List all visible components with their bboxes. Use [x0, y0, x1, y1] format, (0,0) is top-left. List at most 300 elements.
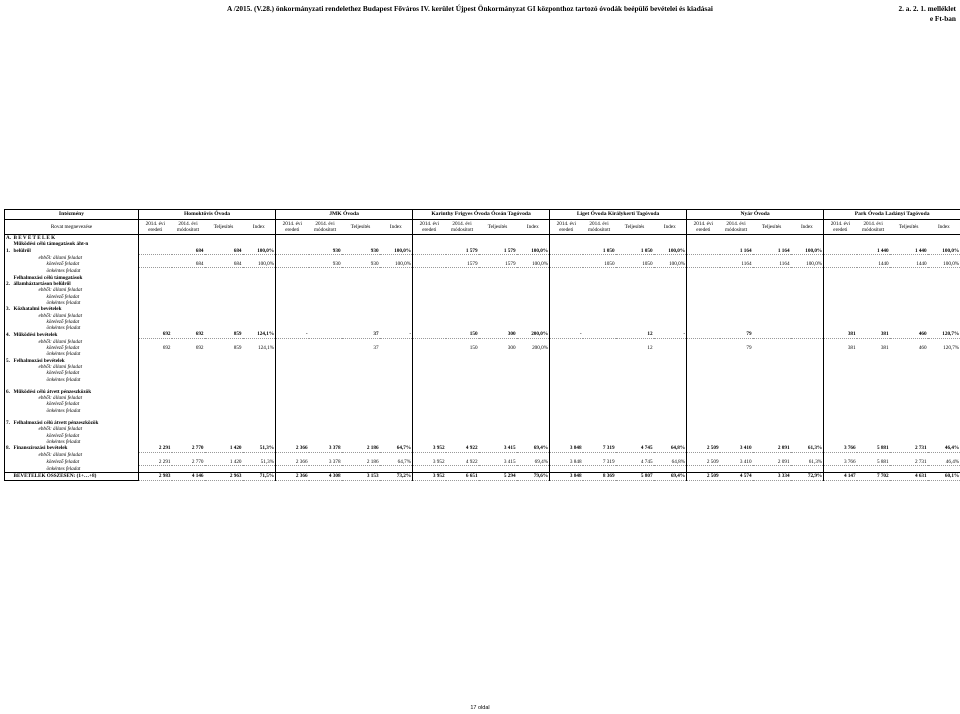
column-header: 2014. évi módosított — [720, 220, 753, 235]
value-cell — [446, 452, 479, 459]
row-label: önkéntes feladat — [46, 438, 81, 445]
value-cell: 1440 — [890, 261, 928, 268]
row-label: kötelező feladat — [46, 401, 80, 408]
value-cell: 46,4% — [928, 445, 960, 452]
value-cell: 4 922 — [446, 459, 479, 466]
value-cell — [205, 338, 243, 345]
value-cell — [824, 261, 857, 268]
value-cell: - — [550, 331, 583, 338]
row-label: önkéntes feladat — [46, 299, 81, 306]
value-cell: 692 — [139, 331, 172, 338]
annex-reference — [898, 4, 956, 24]
value-cell: 1164 — [720, 261, 753, 268]
row-number: 2. — [5, 281, 13, 287]
value-cell: 100,0% — [517, 248, 550, 255]
value-cell — [517, 452, 550, 459]
table-row — [5, 331, 960, 338]
column-header: Teljesítés — [342, 220, 380, 235]
value-cell — [583, 466, 616, 473]
row-label: Működési célú átvett pénzeszközök — [13, 388, 92, 395]
value-cell: 2 366 — [276, 473, 309, 480]
value-cell — [616, 254, 654, 261]
page-number: 17 oldal — [470, 705, 490, 711]
value-cell: 69,4% — [517, 459, 550, 466]
value-cell: 684 — [172, 248, 205, 255]
value-cell — [380, 452, 413, 459]
value-cell: 2 963 — [205, 473, 243, 480]
value-cell: 200,0% — [532, 345, 549, 352]
value-cell: 2 091 — [753, 459, 791, 466]
value-cell: 79 — [720, 331, 753, 338]
row-label: belülről — [13, 247, 31, 254]
value-cell — [550, 254, 583, 261]
value-cell: 1440 — [857, 261, 890, 268]
row-label: kötelező feladat — [46, 459, 80, 466]
value-cell: 61,3% — [791, 459, 824, 466]
value-cell — [309, 331, 342, 338]
row-label: államháztartáson belülről — [13, 281, 71, 288]
row-number: 6. — [5, 389, 13, 395]
institution-name: Karinthy Frigyes Óvoda Óceán Tagóvoda — [413, 210, 550, 220]
value-cell: 72,9% — [791, 473, 824, 480]
value-cell: 120,7% — [928, 331, 960, 338]
value-cell — [687, 338, 720, 345]
value-cell — [583, 268, 616, 275]
value-cell — [139, 254, 172, 261]
row-number: 8. — [5, 445, 13, 452]
value-cell: 692 — [139, 345, 172, 351]
value-cell — [276, 466, 309, 473]
row-label: BEVÉTELEK ÖSSZESEN: (1+…+8) — [13, 473, 139, 480]
value-cell — [890, 254, 928, 261]
value-cell — [824, 235, 857, 242]
value-cell: 100,0% — [380, 248, 413, 255]
table-row — [5, 254, 960, 261]
value-cell — [720, 268, 753, 275]
value-cell: 37 — [342, 331, 380, 338]
value-cell: 79,6% — [517, 473, 550, 480]
value-cell — [791, 466, 824, 473]
value-cell — [139, 235, 172, 242]
value-cell: 37 — [373, 345, 379, 352]
value-cell: 8 369 — [583, 473, 616, 480]
value-cell — [205, 254, 243, 261]
value-cell — [413, 235, 446, 242]
value-cell — [753, 466, 791, 473]
value-cell: 2 186 — [342, 445, 380, 452]
table-body — [5, 210, 960, 481]
value-cell: 3 415 — [479, 459, 517, 466]
institution-name: Park Óvoda Ladányi Tagóvoda — [824, 210, 960, 220]
value-cell: 73,2% — [380, 473, 413, 480]
value-cell — [928, 452, 960, 459]
value-cell — [824, 248, 857, 255]
value-cell: 79 — [746, 345, 752, 352]
value-cell — [309, 254, 342, 261]
value-cell: 100,0% — [791, 248, 824, 255]
value-cell: 150 — [469, 345, 478, 352]
institution-header-row — [5, 210, 960, 220]
row-label: kötelező feladat — [46, 261, 80, 268]
value-cell — [791, 338, 824, 345]
row-number — [5, 338, 13, 345]
value-cell — [791, 452, 824, 459]
value-cell: 12 — [647, 345, 653, 352]
row-label: kötelező feladat — [46, 293, 80, 300]
value-cell: 3 952 — [413, 445, 446, 452]
value-cell — [342, 268, 380, 275]
value-cell: 3 153 — [342, 473, 380, 480]
value-cell: 3 415 — [479, 445, 517, 452]
intezmeny-label: Intézmény — [5, 210, 139, 220]
row-label: önkéntes feladat — [46, 351, 81, 358]
value-cell: 3 410 — [720, 445, 753, 452]
table-row — [5, 466, 960, 473]
value-cell: 2 770 — [172, 445, 205, 452]
value-cell: 46,4% — [928, 459, 960, 466]
value-cell: 1164 — [753, 261, 791, 268]
value-cell: 381 — [824, 331, 857, 338]
value-cell: 124,1% — [258, 345, 275, 352]
row-label: önkéntes feladat — [46, 376, 81, 383]
value-cell — [857, 452, 890, 459]
value-cell — [517, 268, 550, 275]
value-cell: 684 — [205, 248, 243, 255]
value-cell: 1 420 — [205, 445, 243, 452]
value-cell — [791, 254, 824, 261]
value-cell — [616, 268, 654, 275]
value-cell — [687, 466, 720, 473]
value-cell — [446, 338, 479, 345]
value-cell — [446, 268, 479, 275]
value-cell — [309, 235, 342, 242]
value-cell — [517, 338, 550, 345]
value-cell: 1 164 — [753, 248, 791, 255]
value-cell: 930 — [309, 261, 342, 268]
table-row — [5, 261, 960, 268]
value-cell: 930 — [342, 261, 380, 268]
value-cell — [616, 466, 654, 473]
value-cell — [413, 248, 446, 255]
value-cell — [753, 452, 791, 459]
row-label: kötelező feladat — [46, 432, 80, 439]
column-header-row — [5, 220, 960, 235]
value-cell — [479, 254, 517, 261]
column-header: 2014. évi módosított — [857, 220, 890, 235]
value-cell: 381 — [880, 345, 889, 352]
row-number — [5, 473, 13, 480]
value-cell — [517, 466, 550, 473]
value-cell: 460 — [918, 345, 927, 352]
value-cell: 1 440 — [857, 248, 890, 255]
value-cell — [687, 331, 720, 338]
value-cell: 100,0% — [928, 248, 960, 255]
revenue-table — [4, 209, 960, 481]
value-cell: 100,0% — [654, 261, 687, 268]
value-cell — [205, 452, 243, 459]
value-cell: 1 440 — [890, 248, 928, 255]
value-cell: 64,8% — [654, 459, 687, 466]
value-cell — [791, 331, 824, 338]
table-row — [5, 473, 960, 480]
column-header: Teljesítés — [890, 220, 928, 235]
value-cell — [687, 248, 720, 255]
value-cell — [413, 261, 446, 268]
value-cell: 1 579 — [479, 248, 517, 255]
value-cell — [687, 235, 720, 242]
value-cell — [753, 235, 791, 242]
row-number — [5, 268, 13, 275]
value-cell — [583, 452, 616, 459]
value-cell: 1 579 — [446, 248, 479, 255]
value-cell — [479, 268, 517, 275]
value-cell: 3 952 — [413, 459, 446, 466]
value-cell — [654, 268, 687, 275]
value-cell: 2 509 — [687, 445, 720, 452]
value-cell — [654, 338, 687, 345]
value-cell: 100,0% — [517, 261, 550, 268]
value-cell — [753, 338, 791, 345]
value-cell — [276, 452, 309, 459]
value-cell — [890, 452, 928, 459]
value-cell — [517, 254, 550, 261]
row-label: önkéntes feladat — [46, 407, 81, 414]
row-label: Működési bevételek — [13, 331, 58, 338]
value-cell: 5 881 — [857, 459, 890, 466]
row-number: 7. — [5, 420, 13, 426]
value-cell — [479, 466, 517, 473]
table-row — [5, 459, 960, 466]
value-cell — [446, 254, 479, 261]
value-cell — [139, 466, 172, 473]
table-row — [5, 248, 960, 255]
value-cell — [309, 466, 342, 473]
column-header: Teljesítés — [753, 220, 791, 235]
value-cell — [205, 235, 243, 242]
value-cell — [380, 254, 413, 261]
value-cell: 2 731 — [890, 459, 928, 466]
value-cell: 3 410 — [720, 459, 753, 466]
value-cell — [654, 452, 687, 459]
column-header: Index — [928, 220, 960, 235]
value-cell — [550, 235, 583, 242]
value-cell: 460 — [890, 331, 928, 338]
value-cell: 64,7% — [380, 459, 413, 466]
value-cell: 1 050 — [583, 248, 616, 255]
value-cell — [550, 268, 583, 275]
row-label: önkéntes feladat — [46, 325, 81, 332]
value-cell — [479, 235, 517, 242]
value-cell — [857, 268, 890, 275]
value-cell — [687, 268, 720, 275]
value-cell: 1 420 — [205, 459, 243, 466]
table-row — [5, 338, 960, 345]
table-row — [5, 452, 960, 459]
value-cell — [550, 452, 583, 459]
value-cell — [243, 452, 276, 459]
value-cell: 3 952 — [413, 473, 446, 480]
value-cell: 100,0% — [928, 261, 960, 268]
value-cell — [380, 466, 413, 473]
row-number — [5, 452, 13, 459]
value-cell — [517, 235, 550, 242]
column-header: Teljesítés — [616, 220, 654, 235]
value-cell — [172, 268, 205, 275]
currency-unit: e Ft-ban — [929, 14, 956, 23]
value-cell — [479, 452, 517, 459]
value-cell: 684 — [172, 261, 205, 268]
value-cell — [309, 268, 342, 275]
value-cell: 3 848 — [550, 459, 583, 466]
value-cell — [276, 338, 309, 345]
institution-name: Homoktövis Óvoda — [139, 210, 276, 220]
value-cell — [654, 235, 687, 242]
value-cell: 5 807 — [616, 473, 654, 480]
value-cell: 692 — [172, 331, 205, 338]
value-cell — [687, 261, 720, 268]
row-number: 4. — [5, 331, 13, 338]
table-row — [5, 445, 960, 452]
value-cell — [139, 261, 172, 268]
value-cell — [687, 452, 720, 459]
value-cell — [413, 452, 446, 459]
value-cell: 692 — [195, 345, 204, 352]
value-cell — [791, 235, 824, 242]
value-cell: 12 — [616, 331, 654, 338]
value-cell — [928, 268, 960, 275]
row-label: B E V É T E L E K — [13, 235, 56, 241]
value-cell — [172, 452, 205, 459]
value-cell — [380, 235, 413, 242]
column-header: Index — [380, 220, 413, 235]
value-cell: 100,0% — [243, 248, 276, 255]
value-cell: 3 378 — [309, 459, 342, 466]
value-cell — [205, 268, 243, 275]
value-cell — [720, 235, 753, 242]
column-header: Index — [517, 220, 550, 235]
value-cell: 2 731 — [890, 445, 928, 452]
value-cell — [753, 331, 791, 338]
value-cell: 3 848 — [550, 445, 583, 452]
institution-name: Nyár Óvoda — [687, 210, 824, 220]
value-cell — [342, 452, 380, 459]
value-cell: 930 — [309, 248, 342, 255]
value-cell: 930 — [342, 248, 380, 255]
value-cell — [276, 261, 309, 268]
value-cell — [583, 235, 616, 242]
value-cell — [654, 254, 687, 261]
value-cell: 69,4% — [654, 473, 687, 480]
value-cell: 6 651 — [446, 473, 479, 480]
value-cell — [172, 466, 205, 473]
row-number — [5, 261, 13, 268]
value-cell: 381 — [824, 345, 857, 351]
row-label: kötelező feladat — [46, 370, 80, 377]
value-cell: 2 366 — [276, 445, 309, 452]
value-cell: 2 291 — [139, 459, 172, 466]
value-cell — [583, 254, 616, 261]
value-cell: 300 — [479, 331, 517, 338]
value-cell: 859 — [205, 331, 243, 338]
row-label: ebből: állami feladat — [38, 338, 83, 345]
row-label: Közhatalmi bevételek — [13, 306, 62, 313]
value-cell — [172, 338, 205, 345]
value-cell: 60,1% — [928, 473, 960, 480]
value-cell: 300 — [507, 345, 516, 352]
value-cell — [616, 452, 654, 459]
value-cell — [890, 338, 928, 345]
row-number: 3. — [5, 306, 13, 312]
value-cell: 1579 — [479, 261, 517, 268]
value-cell — [550, 466, 583, 473]
value-cell: 2 291 — [139, 445, 172, 452]
value-cell — [616, 338, 654, 345]
row-label: ebből: állami feladat — [38, 426, 83, 433]
value-cell — [928, 235, 960, 242]
column-header: Teljesítés — [479, 220, 517, 235]
column-header: 2014. évi eredeti — [413, 220, 446, 235]
value-cell — [824, 338, 857, 345]
value-cell — [824, 254, 857, 261]
value-cell — [857, 235, 890, 242]
value-cell: 2 509 — [687, 459, 720, 466]
value-cell — [172, 235, 205, 242]
value-cell — [720, 254, 753, 261]
column-header: 2014. évi eredeti — [276, 220, 309, 235]
column-header: Index — [243, 220, 276, 235]
row-label: Finanszírozási bevételek — [13, 445, 68, 452]
value-cell: 100,0% — [791, 261, 824, 268]
value-cell: 2 770 — [172, 459, 205, 466]
value-cell: - — [276, 331, 309, 338]
value-cell — [583, 331, 616, 338]
value-cell: 1579 — [446, 261, 479, 268]
column-header: 2014. évi módosított — [172, 220, 205, 235]
value-cell — [446, 235, 479, 242]
value-cell — [753, 254, 791, 261]
row-label: Felhalmozási bevételek — [13, 357, 65, 364]
value-cell — [243, 254, 276, 261]
value-cell: 3 334 — [753, 473, 791, 480]
value-cell — [687, 254, 720, 261]
column-header: Index — [654, 220, 687, 235]
value-cell: 2 186 — [342, 459, 380, 466]
value-cell: 4 631 — [890, 473, 928, 480]
value-cell — [928, 254, 960, 261]
value-cell — [890, 466, 928, 473]
row-label: ebből: állami feladat — [38, 395, 83, 402]
value-cell: 4 574 — [720, 473, 753, 480]
row-number — [5, 459, 13, 466]
column-header: 2014. évi eredeti — [139, 220, 172, 235]
value-cell: 3 766 — [824, 445, 857, 452]
value-cell — [342, 235, 380, 242]
value-cell: 124,1% — [243, 331, 276, 338]
value-cell: 3 848 — [550, 473, 583, 480]
value-cell: 69,4% — [517, 445, 550, 452]
value-cell: 3 766 — [824, 459, 857, 466]
row-number: 5. — [5, 358, 13, 364]
column-header: 2014. évi módosított — [583, 220, 616, 235]
row-label: Felhalmozási célú támogatások — [13, 274, 83, 281]
value-cell — [753, 268, 791, 275]
table-row — [5, 235, 960, 242]
annex-number: 2. a. 2. 1. melléklet — [898, 4, 956, 13]
value-cell — [139, 268, 172, 275]
value-cell — [139, 452, 172, 459]
value-cell: 3 378 — [309, 445, 342, 452]
row-label: ebből: állami feladat — [38, 254, 83, 261]
